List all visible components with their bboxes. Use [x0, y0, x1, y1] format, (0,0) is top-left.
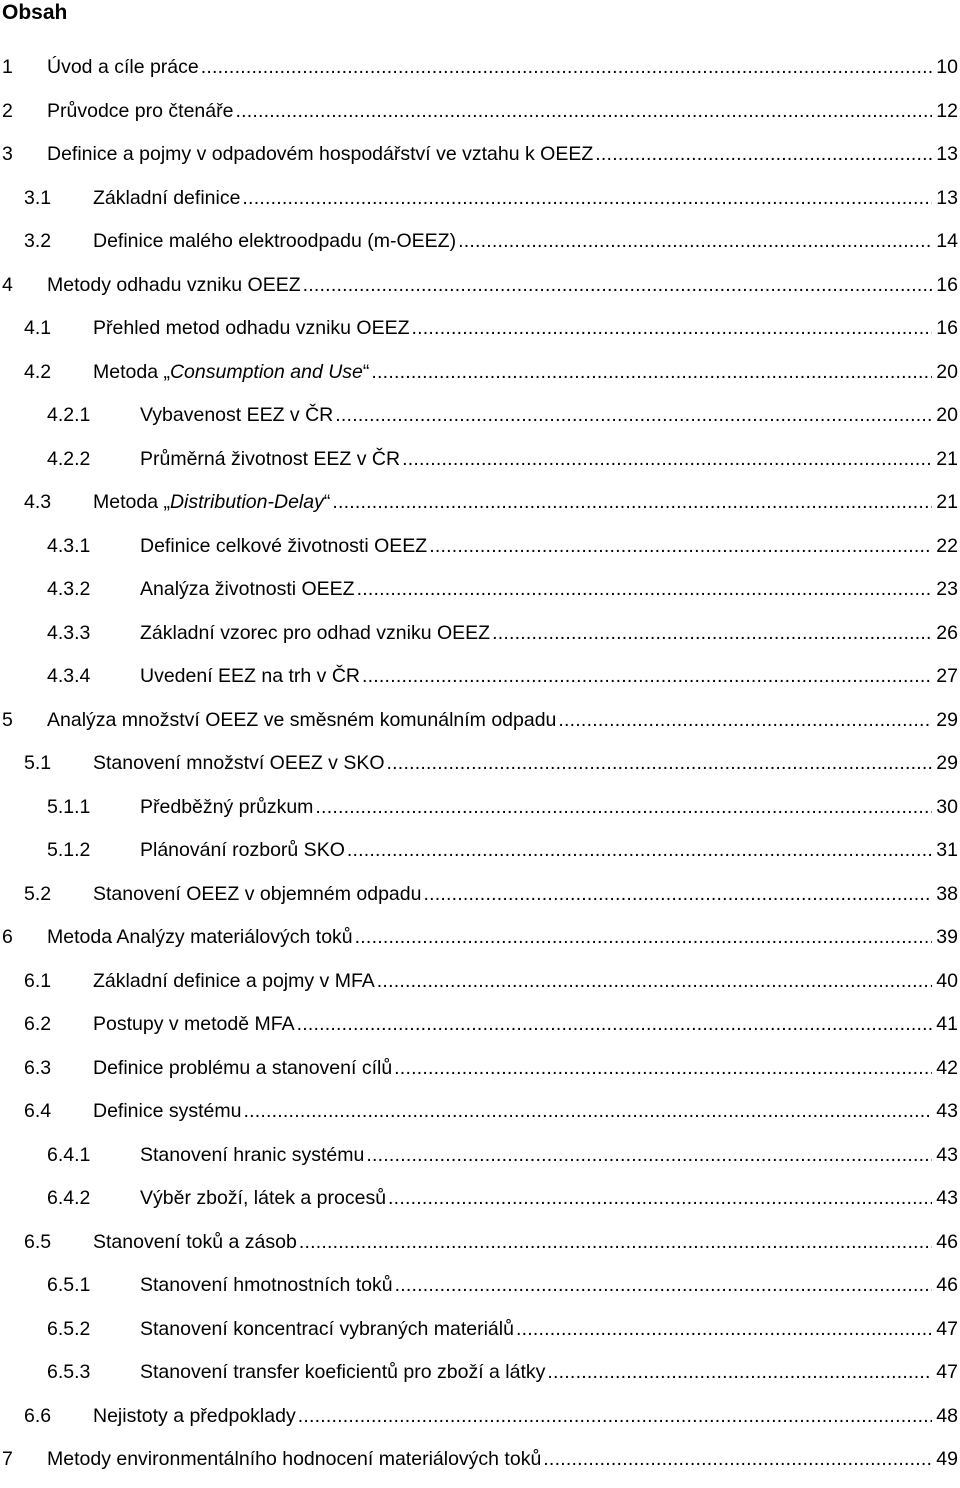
- toc-entry-title-prefix: Metoda „: [93, 491, 170, 513]
- toc-entry[interactable]: [0, 1314, 960, 1358]
- toc-dot-leader: [362, 661, 932, 691]
- toc-entry[interactable]: [0, 52, 960, 96]
- toc-entry-number: 4.3.2: [47, 578, 91, 600]
- toc-entry-title-italic: Consumption and Use: [169, 360, 363, 383]
- toc-entry-page-number: 21: [936, 491, 958, 513]
- toc-entry-title: Metody odhadu vzniku OEEZ: [47, 273, 301, 296]
- toc-entry[interactable]: [0, 1053, 960, 1097]
- toc-entry[interactable]: [0, 835, 960, 879]
- toc-entry[interactable]: [0, 1227, 960, 1271]
- toc-entry-title: Stanovení množství OEEZ v SKO: [93, 752, 385, 774]
- toc-entry-number: 5.2: [24, 882, 52, 905]
- toc-entry-title-suffix: “: [323, 491, 331, 513]
- toc-entry-title: Průměrná životnost EEZ v ČR: [140, 447, 401, 470]
- toc-entry[interactable]: [0, 1357, 960, 1401]
- toc-entry-title: [93, 357, 369, 387]
- toc-entry-number: 5.1.2: [47, 839, 91, 861]
- toc-entry-number: 5.1.1: [47, 795, 91, 818]
- toc-dot-leader: [395, 1270, 933, 1300]
- toc-entry-title: Základní vzorec pro odhad vzniku OEEZ: [140, 621, 491, 644]
- toc-entry[interactable]: [0, 966, 960, 1010]
- toc-dot-leader: [357, 574, 933, 604]
- toc-entry[interactable]: [0, 313, 960, 357]
- toc-entry-title: Stanovení hmotnostních toků: [140, 1274, 393, 1296]
- toc-entry[interactable]: [0, 1444, 960, 1488]
- toc-entry-title: Metoda Analýzy materiálových toků: [47, 926, 353, 948]
- toc-entry-number: 6.4: [24, 1100, 52, 1122]
- toc-entry-page-number: 42: [936, 1056, 958, 1079]
- toc-entry-title: Přehled metod odhadu vzniku OEEZ: [93, 317, 410, 339]
- toc-entry-title: Vybavenost EEZ v ČR: [140, 404, 334, 426]
- toc-entry-title: Průvodce pro čtenáře: [47, 99, 234, 122]
- toc-entry-number: 1: [2, 56, 13, 78]
- toc-entry-title: Metody environmentálního hodnocení materiálových toků: [47, 1448, 542, 1470]
- toc-dot-leader: [547, 1357, 932, 1387]
- toc-entry[interactable]: [0, 1401, 960, 1445]
- toc-entry-number: 4.2: [24, 360, 52, 383]
- toc-dot-leader: [394, 1053, 932, 1083]
- toc-entry[interactable]: [0, 748, 960, 792]
- toc-entry-page-number: 16: [936, 273, 958, 296]
- toc-entry-title: Definice celkové životnosti OEEZ: [140, 534, 428, 557]
- toc-entry[interactable]: [0, 1270, 960, 1314]
- toc-entry-number: 3.2: [24, 230, 52, 252]
- toc-dot-leader: [347, 835, 932, 865]
- toc-dot-leader: [458, 226, 932, 256]
- toc-entry-title-prefix: Metoda „: [93, 360, 170, 383]
- toc-dot-leader: [377, 966, 933, 996]
- toc-entry-number: 6: [2, 926, 13, 948]
- toc-entry-number: 6.3: [24, 1056, 52, 1079]
- toc-dot-leader: [299, 1227, 932, 1257]
- toc-dot-leader: [297, 1009, 933, 1039]
- toc-dot-leader: [543, 1444, 932, 1474]
- toc-entry-title: Základní definice: [93, 186, 241, 209]
- toc-dot-leader: [402, 444, 932, 474]
- toc-entry[interactable]: [0, 96, 960, 140]
- toc-entry-title: Postupy v metodě MFA: [93, 1013, 295, 1035]
- toc-entry-number: 5.1: [24, 752, 52, 774]
- toc-entry-number: 3.1: [24, 186, 52, 209]
- toc-entry[interactable]: [0, 618, 960, 662]
- toc-entry-number: 6.5: [24, 1230, 52, 1253]
- toc-entry-title: Stanovení toků a zásob: [93, 1230, 297, 1253]
- toc-entry-page-number: 49: [936, 1448, 958, 1470]
- toc-entry[interactable]: [0, 1096, 960, 1140]
- toc-entry-number: 4.1: [24, 317, 52, 339]
- toc-entry[interactable]: [0, 226, 960, 270]
- toc-dot-leader: [423, 879, 932, 909]
- toc-entry-title: Definice a pojmy v odpadovém hospodářství ve vztahu k OEEZ: [47, 143, 594, 165]
- toc-dot-leader: [388, 1183, 932, 1213]
- toc-entry[interactable]: [0, 661, 960, 705]
- toc-entry-title: Definice problému a stanovení cílů: [93, 1056, 393, 1079]
- page-title: Obsah: [2, 1, 68, 24]
- toc-entry[interactable]: [0, 1009, 960, 1053]
- toc-dot-leader: [335, 400, 932, 430]
- toc-entry-title: Definice systému: [93, 1100, 242, 1122]
- toc-dot-leader: [332, 487, 932, 517]
- toc-entry-page-number: 43: [936, 1100, 958, 1122]
- table-of-contents: [0, 52, 960, 1488]
- toc-dot-leader: [355, 922, 933, 952]
- toc-entry-number: 6.4.1: [47, 1143, 91, 1166]
- toc-entry[interactable]: [0, 922, 960, 966]
- toc-entry-number: 4.2.1: [47, 404, 91, 426]
- toc-entry-number: 6.2: [24, 1013, 52, 1035]
- toc-entry-page-number: 43: [936, 1187, 958, 1209]
- toc-entry[interactable]: [0, 400, 960, 444]
- toc-entry[interactable]: [0, 531, 960, 575]
- toc-entry-title: Nejistoty a předpoklady: [93, 1404, 296, 1427]
- toc-entry-page-number: 46: [936, 1274, 958, 1296]
- toc-entry-title: Výběr zboží, látek a procesů: [140, 1187, 387, 1209]
- toc-entry-page-number: 27: [936, 665, 958, 687]
- toc-entry[interactable]: [0, 705, 960, 749]
- toc-dot-leader: [595, 139, 932, 169]
- toc-entry-number: 6.5.2: [47, 1317, 91, 1340]
- toc-dot-leader: [243, 1096, 932, 1126]
- toc-entry-number: 6.6: [24, 1404, 52, 1427]
- toc-entry[interactable]: [0, 183, 960, 227]
- toc-entry-title: Analýza množství OEEZ ve směsném komunálním odpadu: [47, 708, 557, 731]
- toc-entry-page-number: 10: [936, 56, 958, 78]
- toc-entry-number: 4: [2, 273, 13, 296]
- toc-dot-leader: [516, 1314, 932, 1344]
- toc-entry-page-number: 26: [936, 621, 958, 644]
- toc-entry-page-number: 29: [936, 708, 958, 731]
- toc-entry[interactable]: [0, 270, 960, 314]
- toc-entry[interactable]: [0, 487, 960, 531]
- toc-entry-title: Předběžný průzkum: [140, 795, 314, 818]
- toc-entry[interactable]: [0, 1140, 960, 1184]
- toc-entry-number: 4.3.4: [47, 665, 91, 687]
- toc-entry-page-number: 20: [936, 360, 958, 383]
- toc-dot-leader: [429, 531, 932, 561]
- toc-entry-page-number: 47: [936, 1317, 958, 1340]
- toc-entry-title-suffix: “: [362, 360, 370, 383]
- toc-dot-leader: [371, 357, 932, 387]
- toc-entry-title: Uvedení EEZ na trh v ČR: [140, 665, 361, 687]
- toc-dot-leader: [298, 1401, 933, 1431]
- toc-dot-leader: [387, 748, 933, 778]
- toc-entry-page-number: 40: [936, 969, 958, 992]
- toc-entry[interactable]: [0, 357, 960, 401]
- toc-entry-number: 3: [2, 143, 13, 165]
- toc-dot-leader: [303, 270, 933, 300]
- toc-entry-page-number: 38: [936, 882, 958, 905]
- toc-entry-title: Úvod a cíle práce: [47, 56, 199, 78]
- toc-entry-page-number: 20: [936, 404, 958, 426]
- toc-entry[interactable]: [0, 574, 960, 618]
- toc-entry[interactable]: [0, 444, 960, 488]
- toc-entry-page-number: 47: [936, 1361, 958, 1383]
- toc-entry-page-number: 23: [936, 578, 958, 600]
- toc-entry-number: 6.1: [24, 969, 52, 992]
- toc-entry-page-number: 48: [936, 1404, 958, 1427]
- toc-dot-leader: [492, 618, 932, 648]
- toc-entry-number: 4.3: [24, 491, 52, 513]
- toc-entry-title: Analýza životnosti OEEZ: [140, 578, 355, 600]
- toc-entry-number: 4.3.3: [47, 621, 91, 644]
- toc-dot-leader: [315, 792, 932, 822]
- toc-dot-leader: [235, 96, 932, 126]
- toc-entry-title-italic: Distribution-Delay: [169, 491, 324, 513]
- toc-entry-title: Základní definice a pojmy v MFA: [93, 969, 375, 992]
- toc-entry-number: 6.5.3: [47, 1361, 91, 1383]
- toc-entry[interactable]: [0, 139, 960, 183]
- toc-entry-title: Stanovení hranic systému: [140, 1143, 365, 1166]
- toc-entry-number: 4.3.1: [47, 534, 91, 557]
- toc-entry[interactable]: [0, 792, 960, 836]
- toc-entry-page-number: 14: [936, 230, 958, 252]
- toc-entry-number: 4.2.2: [47, 447, 91, 470]
- toc-entry-page-number: 13: [936, 143, 958, 165]
- toc-entry-title: Plánování rozborů SKO: [140, 839, 345, 861]
- toc-dot-leader: [366, 1140, 932, 1170]
- toc-entry-page-number: 43: [936, 1143, 958, 1166]
- toc-entry-title: Stanovení OEEZ v objemném odpadu: [93, 882, 422, 905]
- toc-entry-page-number: 30: [936, 795, 958, 818]
- toc-dot-leader: [201, 52, 933, 82]
- toc-entry-number: 5: [2, 708, 13, 731]
- toc-entry-number: 7: [2, 1448, 13, 1470]
- toc-dot-leader: [412, 313, 933, 343]
- toc-entry-number: 6.4.2: [47, 1187, 91, 1209]
- toc-dot-leader: [558, 705, 932, 735]
- toc-entry-page-number: 12: [936, 99, 958, 122]
- toc-entry[interactable]: [0, 1183, 960, 1227]
- toc-entry-page-number: 41: [936, 1013, 958, 1035]
- toc-entry-page-number: 31: [936, 839, 958, 861]
- toc-entry-page-number: 46: [936, 1230, 958, 1253]
- toc-entry-page-number: 29: [936, 752, 958, 774]
- toc-dot-leader: [242, 183, 932, 213]
- toc-entry-page-number: 16: [936, 317, 958, 339]
- toc-entry-page-number: 39: [936, 926, 958, 948]
- toc-entry-title: [93, 487, 330, 517]
- toc-entry-page-number: 21: [936, 447, 958, 470]
- toc-entry-page-number: 13: [936, 186, 958, 209]
- toc-entry-number: 6.5.1: [47, 1274, 91, 1296]
- toc-entry-title: Stanovení transfer koeficientů pro zboží a látky: [140, 1361, 546, 1383]
- toc-entry-page-number: 22: [936, 534, 958, 557]
- toc-entry-title: Definice malého elektroodpadu (m-OEEZ): [93, 230, 457, 252]
- toc-entry[interactable]: [0, 879, 960, 923]
- toc-entry-number: 2: [2, 99, 13, 122]
- toc-entry-title: Stanovení koncentrací vybraných materiálů: [140, 1317, 514, 1340]
